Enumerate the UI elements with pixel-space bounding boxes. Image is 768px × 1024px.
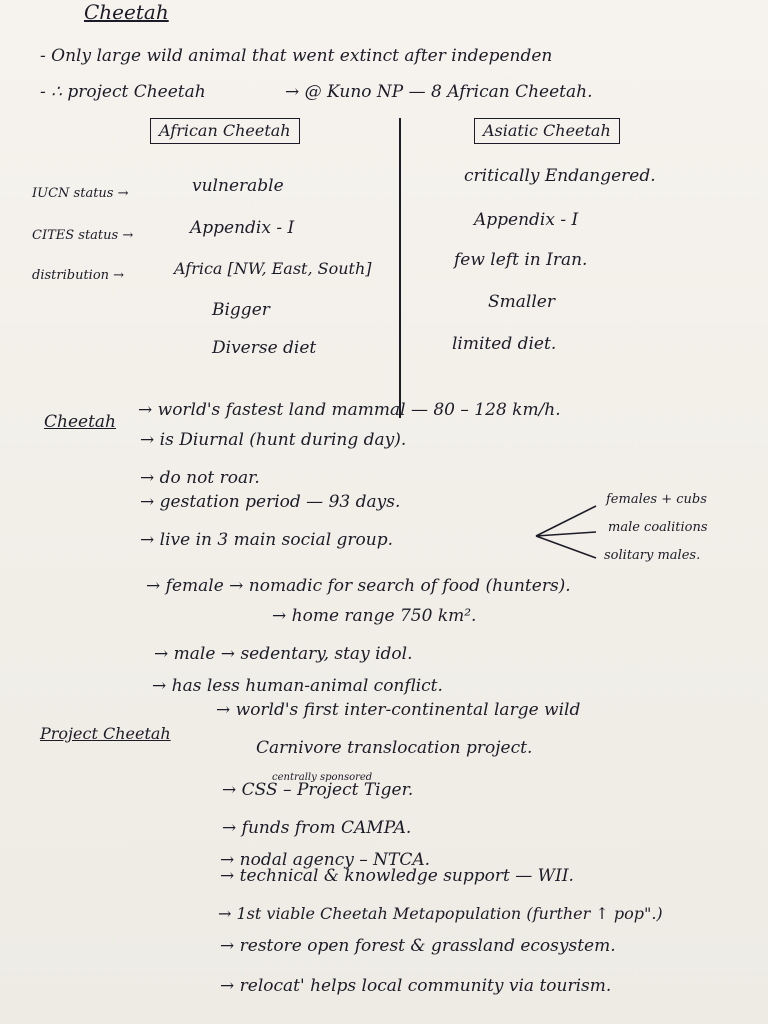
project-css-note: centrally sponsored: [272, 772, 373, 783]
fact-no-roar: → do not roar.: [140, 468, 260, 488]
fact-conflict: → has less human-animal conflict.: [152, 676, 443, 696]
asiatic-diet: limited diet.: [452, 334, 557, 354]
project-second-line: Carnivore translocation project.: [256, 738, 533, 758]
row-label-distribution: distribution →: [32, 268, 125, 283]
asiatic-size: Smaller: [488, 292, 555, 312]
african-cheetah-header: African Cheetah: [150, 118, 300, 144]
group-females-cubs: females + cubs: [606, 492, 707, 507]
asiatic-cites-status: Appendix - I: [474, 210, 579, 230]
african-iucn-status: vulnerable: [192, 176, 284, 196]
fact-diurnal: → is Diurnal (hunt during day).: [140, 430, 407, 450]
fact-gestation: → gestation period — 93 days.: [140, 492, 401, 512]
project-support: → technical & knowledge support — WII.: [220, 866, 574, 886]
project-nodal-agency: → nodal agency – NTCA.: [220, 850, 431, 870]
fact-home-range: → home range 750 km².: [272, 606, 477, 626]
table-divider: [399, 118, 401, 418]
fact-fastest: → world's fastest land mammal — 80 – 128 km/h.: [138, 400, 561, 420]
intro-line-2-rest: → @ Kuno NP — 8 African Cheetah.: [285, 82, 593, 102]
asiatic-iucn-status: critically Endangered.: [464, 166, 656, 186]
facts-heading: Cheetah: [44, 412, 116, 432]
intro-line-2-prefix: - ∴ project Cheetah: [40, 82, 206, 102]
african-size: Bigger: [212, 300, 270, 320]
group-solitary-males: solitary males.: [604, 548, 701, 563]
row-label-iucn: IUCN status →: [32, 186, 129, 201]
row-label-cites: CITES status →: [32, 228, 134, 243]
project-relocation: → relocat' helps local community via tourism.: [220, 976, 612, 996]
project-funds: → funds from CAMPA.: [222, 818, 412, 838]
asiatic-cheetah-header: Asiatic Cheetah: [474, 118, 620, 144]
page-title: Cheetah: [84, 0, 169, 24]
fact-male: → male → sedentary, stay idol.: [154, 644, 413, 664]
social-group-arrows: [534, 496, 604, 566]
asiatic-distribution: few left in Iran.: [454, 250, 588, 270]
project-first-line: → world's first inter-continental large wild: [216, 700, 581, 720]
african-diet: Diverse diet: [212, 338, 317, 358]
project-heading: Project Cheetah: [40, 724, 171, 743]
project-css: → CSS – Project Tiger.: [222, 780, 414, 800]
fact-female: → female → nomadic for search of food (hunters).: [146, 576, 571, 596]
fact-social-groups: → live in 3 main social group.: [140, 530, 394, 550]
african-cites-status: Appendix - I: [190, 218, 295, 238]
group-male-coalitions: male coalitions: [608, 520, 708, 535]
project-restore: → restore open forest & grassland ecosystem.: [220, 936, 616, 956]
african-distribution: Africa [NW, East, South]: [174, 259, 372, 278]
project-metapopulation: → 1st viable Cheetah Metapopulation (further ↑ pop".): [218, 904, 663, 923]
intro-line-1: - Only large wild animal that went extinct after independen: [40, 46, 553, 66]
